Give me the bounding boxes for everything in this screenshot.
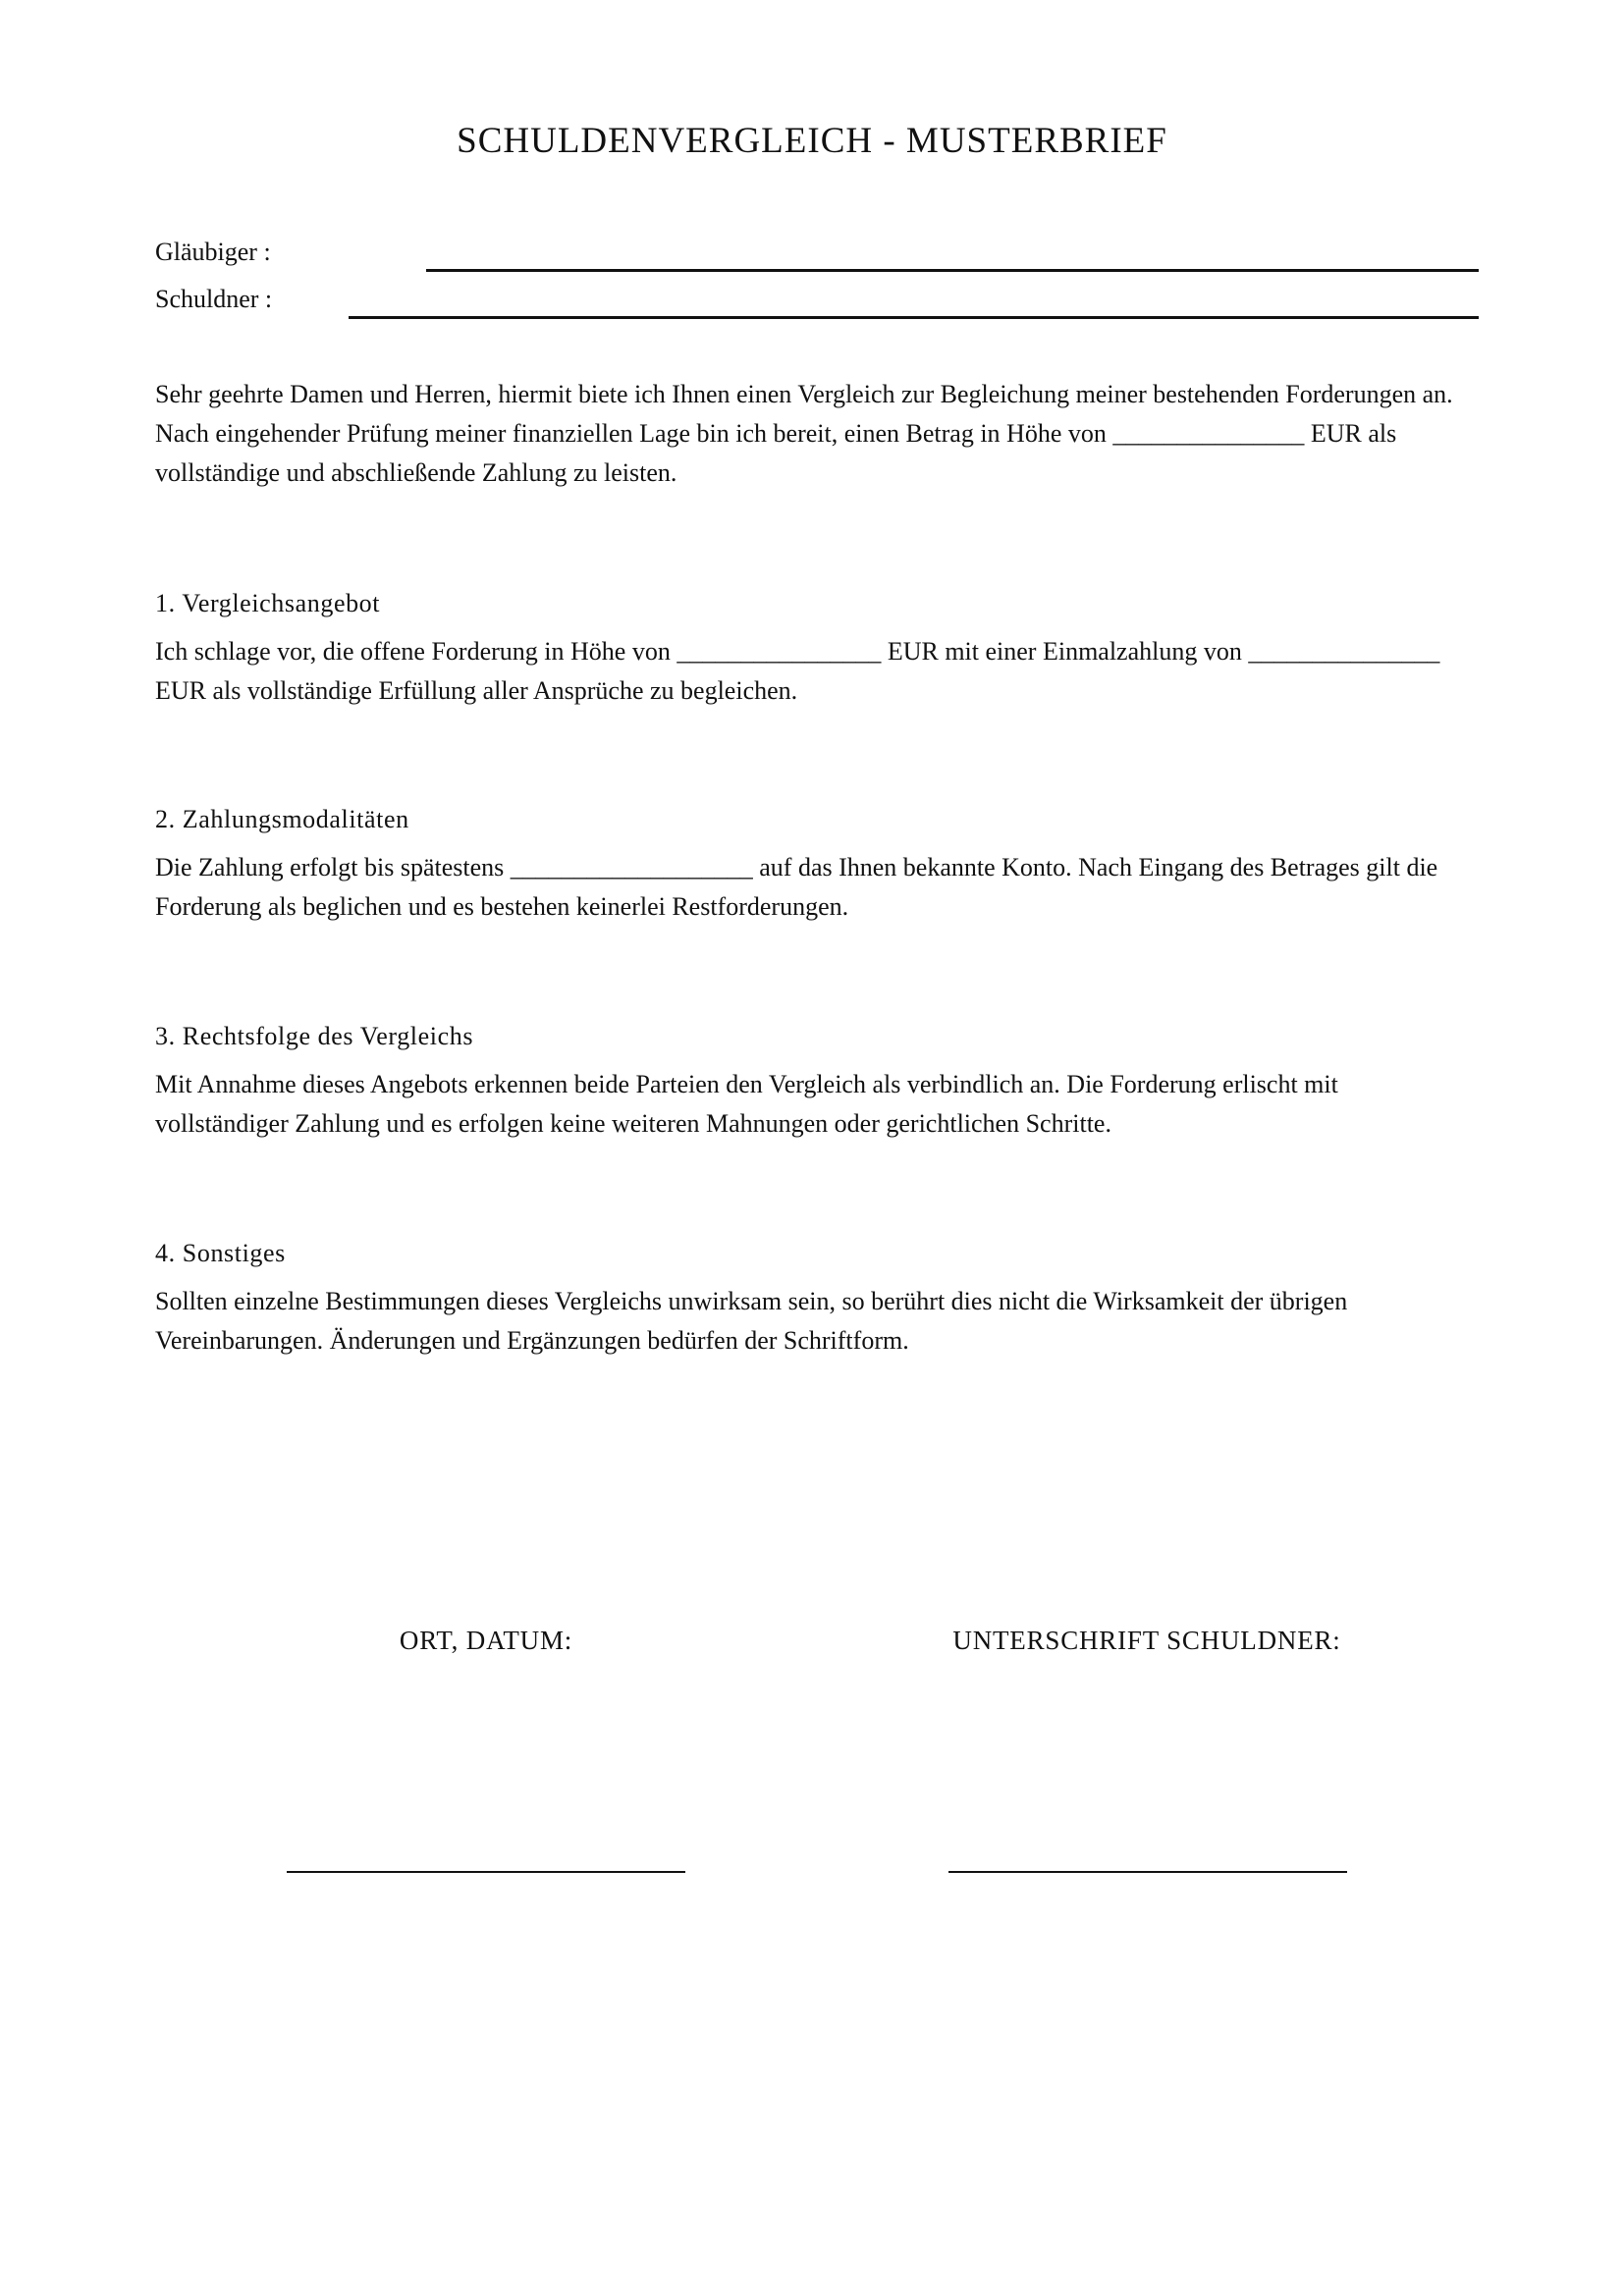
debtor-label: Schuldner : (155, 285, 273, 313)
section-heading: 3. Rechtsfolge des Vergleichs (155, 1022, 474, 1050)
place-date-line[interactable] (287, 1871, 685, 1873)
section-body: Mit Annahme dieses Angebots erkennen beide Parteien den Vergleich als verbindlich an. Die Forderung erlischt mit vollständiger Zahlung und es erfolgen keine weiteren Mahnungen oder gerichtlichen Schritte. (155, 1070, 1338, 1138)
creditor-field-line[interactable] (426, 269, 1479, 272)
creditor-label: Gläubiger : (155, 238, 271, 266)
section-heading: 1. Vergleichsangebot (155, 589, 381, 617)
place-date-label: ORT, DATUM: (399, 1626, 573, 1655)
section-body: Sollten einzelne Bestimmungen dieses Vergleichs unwirksam sein, so berührt dies nicht die Wirksamkeit der übrigen Vereinbarungen. Änderungen und Ergänzungen bedürfen der Schriftform. (155, 1287, 1348, 1355)
debtor-field-line[interactable] (349, 316, 1479, 319)
section-body: Ich schlage vor, die offene Forderung in Höhe von ________________ EUR mit einer Einmalzahlung von _______________ EUR als vollständige Erfüllung aller Ansprüche zu begleichen. (155, 637, 1440, 705)
debtor-signature-label: UNTERSCHRIFT SCHULDNER: (952, 1626, 1341, 1655)
debtor-signature-line[interactable] (948, 1871, 1347, 1873)
intro-paragraph: Sehr geehrte Damen und Herren, hiermit biete ich Ihnen einen Vergleich zur Begleichung meiner bestehenden Forderungen an. Nach eingehender Prüfung meiner finanziellen Lage bin ich bereit, einen Betrag in Höhe von _______________ EUR als vollständige und abschließende Zahlung zu leisten. (155, 380, 1453, 487)
section-heading: 4. Sonstiges (155, 1239, 286, 1267)
section-heading: 2. Zahlungsmodalitäten (155, 805, 409, 833)
section-body: Die Zahlung erfolgt bis spätestens ___________________ auf das Ihnen bekannte Konto. Nach Eingang des Betrages gilt die Forderung als beglichen und es bestehen keinerlei Restforderungen. (155, 853, 1438, 921)
document-title: SCHULDENVERGLEICH - MUSTERBRIEF (457, 121, 1167, 161)
